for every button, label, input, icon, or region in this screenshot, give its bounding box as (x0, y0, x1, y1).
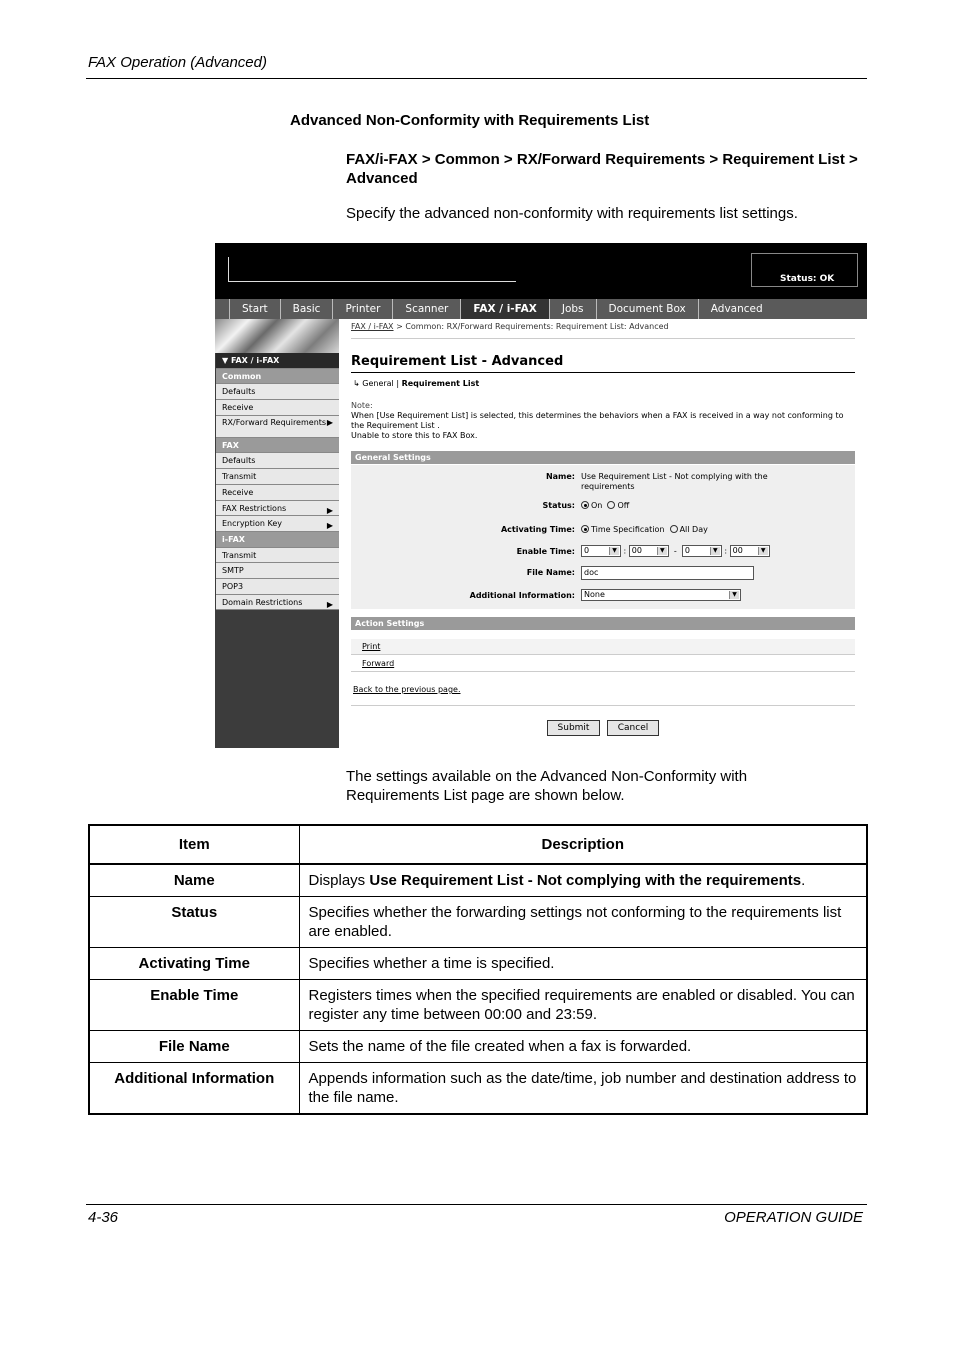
sidebar-item-label: Receive (222, 403, 254, 413)
action-print[interactable]: Print (351, 639, 855, 655)
item-cell: File Name (89, 1031, 299, 1063)
end-hour-select[interactable]: 0 ▼ (682, 545, 722, 557)
screenshot-header-bar (215, 243, 867, 299)
subnav-general-link[interactable]: General (362, 379, 394, 388)
chevron-right-icon: ▶ (326, 521, 333, 531)
sidebar-item-receive[interactable] (216, 485, 339, 501)
description-cell: Registers times when the specified requirements are enabled or disabled. You can register any time between 00:00 and 23:59. (299, 980, 867, 1031)
settings-table (88, 824, 868, 1115)
chevron-down-icon: ▼ (657, 547, 667, 555)
embedded-screenshot (215, 243, 867, 748)
sidebar-item-domain-restrictions[interactable] (216, 595, 339, 611)
sidebar-item-label: Receive (222, 487, 254, 497)
activating-time-label: Activating Time: (500, 525, 575, 534)
tab-start[interactable]: Start (229, 299, 280, 319)
name-value: Use Requirement List - Not complying with the requirements (581, 472, 768, 491)
sidebar-item-label: Transmit (222, 472, 257, 482)
sidebar-item-label: Domain Restrictions (222, 597, 303, 607)
time-specification-label: Time Specification (591, 525, 665, 534)
description-cell: Sets the name of the file created when a fax is forwarded. (299, 1031, 867, 1063)
table-row (89, 980, 867, 1031)
note-label: Note: (351, 401, 373, 410)
sidebar-item-defaults[interactable] (216, 384, 339, 400)
all-day-label: All Day (679, 525, 708, 534)
breadcrumb (351, 322, 669, 331)
main-panel: FAX / i-FAX > Common: RX/Forward Requirements: Requirement List: Advanced Requirement List - Advanced ↳ General | Requirement List Note: When [Use Requirement List] is selected, this determines the behaviors when a FAX is received in a way not conforming to the Requirement List . Unable to store this to FAX Box. General Settings Name: Use Requirement List - Not complying with the requirements Status: On Off Activating Time: Time Specification All Day Enable Time: 0 ▼ : 00 ▼ - 0 ▼ : 00 ▼ File Name: doc Additional Information: None ▼ Action Settings Print Forward Back to the previous page. Submit Cancel (351, 319, 855, 748)
sidebar-item-fax-restrictions[interactable] (216, 501, 339, 517)
sidebar-item-label: Encryption Key (222, 519, 282, 529)
breadcrumb-link[interactable]: FAX / i-FAX (351, 322, 394, 331)
action-forward[interactable]: Forward (351, 656, 855, 672)
tab-fax-i-fax[interactable]: FAX / i-FAX (460, 299, 548, 319)
item-cell: Enable Time (89, 980, 299, 1031)
status-on-radio[interactable] (581, 501, 589, 509)
enable-time-label: Enable Time: (516, 547, 575, 556)
cancel-button[interactable]: Cancel (607, 720, 659, 736)
sidebar-item-receive[interactable] (216, 400, 339, 416)
sidebar-photo (215, 319, 339, 353)
title-field (228, 257, 516, 282)
sidebar-item-label: FAX Restrictions (222, 503, 287, 513)
status-off-radio[interactable] (607, 501, 615, 509)
sidebar-item-label: POP3 (222, 581, 244, 591)
tab-advanced[interactable]: Advanced (698, 299, 775, 319)
chevron-right-icon: ▶ (326, 417, 333, 427)
description-cell: Displays Use Requirement List - Not complying with the requirements. (299, 864, 867, 897)
note (351, 401, 855, 441)
additional-info-select[interactable]: None ▼ (581, 589, 741, 601)
column-header-description: Description (299, 825, 867, 864)
item-cell: Activating Time (89, 948, 299, 980)
note-text-2: Unable to store this to FAX Box. (351, 431, 478, 440)
sidebar-item-transmit[interactable] (216, 469, 339, 485)
item-cell: Status (89, 897, 299, 948)
back-link[interactable]: Back to the previous page. (353, 685, 461, 694)
end-minute-select[interactable]: 00 ▼ (730, 545, 770, 557)
action-settings-heading: Action Settings (351, 617, 855, 630)
sidebar (215, 319, 339, 748)
chevron-right-icon: ▶ (326, 599, 333, 609)
tab-printer[interactable]: Printer (332, 299, 392, 319)
page-number: 4-36 (88, 1209, 119, 1226)
sidebar-item-pop3[interactable] (216, 579, 339, 595)
chevron-right-icon: ▶ (326, 505, 333, 515)
item-cell: Name (89, 864, 299, 897)
sub-navigation: ↳ General | Requirement List (353, 379, 480, 388)
title-divider (351, 372, 855, 373)
sidebar-item-transmit[interactable] (216, 548, 339, 564)
sidebar-item-label: RX/Forward Requirements (222, 417, 327, 427)
status-on-label: On (591, 501, 603, 510)
tab-document-box[interactable]: Document Box (596, 299, 698, 319)
file-name-label: File Name: (526, 568, 575, 577)
chevron-down-icon: ▼ (729, 591, 739, 599)
item-cell: Additional Information (89, 1063, 299, 1115)
status-box: Status: OK (751, 253, 858, 287)
note-text: When [Use Requirement List] is selected, this determines the behaviors when a FAX is received in a way not conforming to the Requirement List . (351, 411, 844, 430)
column-header-item: Item (89, 825, 299, 864)
sidebar-item-label: Common (222, 371, 262, 381)
sidebar-menu (216, 353, 339, 610)
table-row (89, 1063, 867, 1115)
start-minute-select[interactable]: 00 ▼ (629, 545, 669, 557)
sidebar-item-label: i-FAX (222, 534, 245, 544)
sidebar-category-common[interactable] (216, 369, 339, 385)
status-off-label: Off (617, 501, 630, 510)
sidebar-item-label: Defaults (222, 456, 256, 466)
sidebar-item-rx-forward-requirements[interactable] (216, 416, 339, 438)
sidebar-category-i-fax[interactable] (216, 532, 339, 548)
sidebar-item-encryption-key[interactable] (216, 516, 339, 532)
breadcrumb-rest: > Common: RX/Forward Requirements: Requirement List: Advanced (393, 322, 669, 331)
tab-jobs[interactable]: Jobs (549, 299, 596, 319)
sidebar-item-smtp[interactable] (216, 563, 339, 579)
table-row (89, 948, 867, 980)
additional-info-label: Additional Information: (469, 591, 575, 600)
navigation-path: FAX/i-FAX > Common > RX/Forward Requirements > Requirement List > Advanced (346, 151, 858, 187)
description-cell: Specifies whether the forwarding settings not conforming to the requirements list are enabled. (299, 897, 867, 948)
running-header: FAX Operation (Advanced) (88, 54, 267, 71)
footer-rule (86, 1204, 867, 1205)
sidebar-category-fax[interactable] (216, 438, 339, 454)
guide-name: OPERATION GUIDE (724, 1209, 863, 1226)
description-cell: Appends information such as the date/time, job number and destination address to the file name. (299, 1063, 867, 1115)
time-specification-radio[interactable] (581, 525, 589, 533)
intro-text: Specify the advanced non-conformity with requirements list settings. (346, 205, 798, 222)
all-day-radio[interactable] (670, 525, 678, 533)
breadcrumb-divider (351, 338, 855, 339)
start-hour-select[interactable]: 0 ▼ (581, 545, 621, 557)
sidebar-item-label: FAX (222, 440, 239, 450)
table-row (89, 897, 867, 948)
table-row (89, 864, 867, 897)
back-divider (351, 705, 855, 706)
submit-button[interactable]: Submit (547, 720, 600, 736)
subnav-arrow-icon: ↳ (353, 379, 363, 388)
table-row (89, 1031, 867, 1063)
after-screenshot-text: The settings available on the Advanced Non-Conformity with Requirements List page are shown below. (346, 768, 748, 804)
file-name-input[interactable]: doc (581, 566, 754, 580)
sidebar-item-label: Defaults (222, 387, 256, 397)
general-settings-heading: General Settings (351, 451, 855, 464)
chevron-down-icon: ▼ (710, 547, 720, 555)
sidebar-item-label: SMTP (222, 566, 244, 576)
tab-basic[interactable]: Basic (280, 299, 333, 319)
chevron-down-icon: ▼ (609, 547, 619, 555)
status-label: Status: (542, 501, 575, 510)
description-cell: Specifies whether a time is specified. (299, 948, 867, 980)
tab-scanner[interactable]: Scanner (392, 299, 460, 319)
page-title: Requirement List - Advanced (351, 354, 564, 369)
sidebar-heading[interactable]: ▼ FAX / i-FAX (216, 353, 339, 369)
header-rule (86, 78, 867, 79)
sidebar-item-defaults[interactable] (216, 453, 339, 469)
sidebar-item-label: Transmit (222, 550, 257, 560)
name-label: Name: (545, 472, 575, 481)
tab-bar (215, 299, 867, 319)
subnav-current: Requirement List (401, 379, 480, 388)
chevron-down-icon: ▼ (758, 547, 768, 555)
section-title: Advanced Non-Conformity with Requirements List (290, 112, 650, 129)
table-header-row (89, 825, 867, 864)
